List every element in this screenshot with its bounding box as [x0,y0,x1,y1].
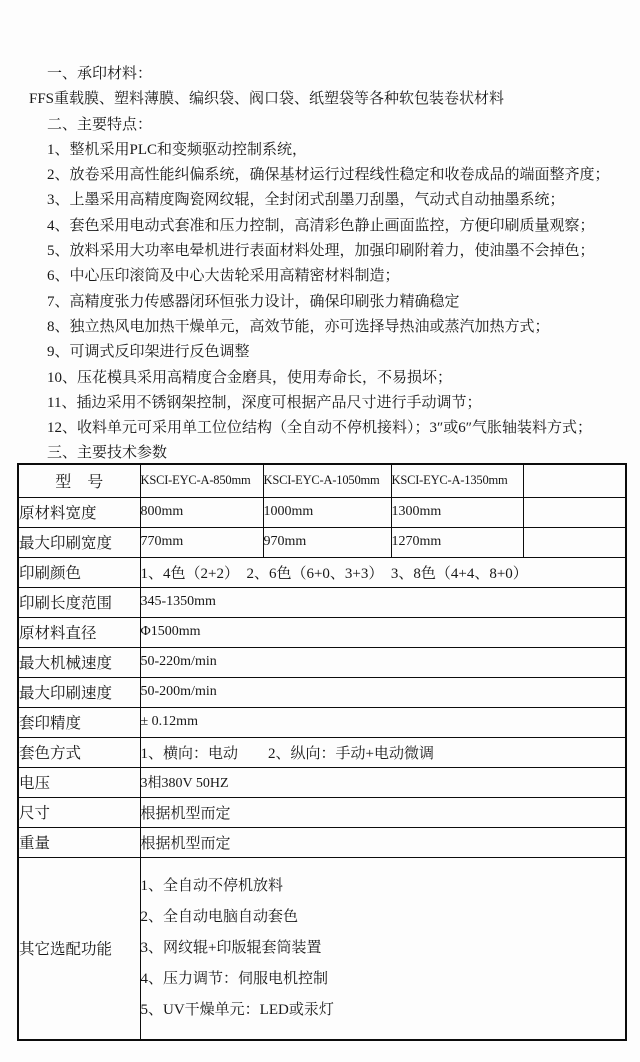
table-row [18,617,626,647]
spec-label-cell: 电压 [18,767,140,797]
model-name-cell: KSCI-EYC-A-1050mm [263,464,391,497]
spec-value-cell: 770mm [140,527,263,557]
intro-line: 7、高精度张力传感器闭环恒张力设计，确保印刷张力精确稳定 [47,293,460,310]
table-row [18,767,626,797]
spec-label-cell: 套印精度 [18,707,140,737]
table-row-optional-features [18,857,626,1040]
spec-label-cell: 印刷长度范围 [18,587,140,617]
spec-label-cell: 尺寸 [18,797,140,827]
table-row [18,797,626,827]
empty-cell [523,497,626,527]
spec-label-cell: 重量 [18,827,140,857]
spec-value-cell: 1、横向：电动 2、纵向：手动+电动微调 [140,737,626,767]
model-name-cell: KSCI-EYC-A-1350mm [391,464,523,497]
optional-feature-item: 4、压力调节：伺服电机控制 [140,970,329,987]
intro-line: 12、收料单元可采用单工位位结构（全自动不停机接料）；3″或6″气胀轴装料方式； [47,420,592,437]
spec-value-cell: 1270mm [391,527,523,557]
optional-feature-item: 2、全自动电脑自动套色 [140,908,299,925]
spec-table [17,463,627,1041]
intro-line: 6、中心压印滚筒及中心大齿轮采用高精密材料制造； [47,268,400,285]
empty-cell [523,527,626,557]
spec-label-cell: 原材料宽度 [18,497,140,527]
spec-value-cell: 1、4色（2+2） 2、6色（6+0、3+3） 3、8色（4+4、8+0） [140,557,626,587]
table-row [18,557,626,587]
model-header-label: 型 号 [18,464,140,497]
spec-value-cell: 970mm [263,527,391,557]
intro-line: 一、承印材料： [47,66,153,82]
spec-value-cell: ± 0.12mm [140,707,626,737]
spec-value-cell: 800mm [140,497,263,527]
intro-line: 8、独立热风电加热干燥单元，高效节能，亦可选择导热油或蒸汽加热方式； [47,318,550,335]
spec-label-cell: 其它选配功能 [18,857,140,1040]
spec-value-cell: 1000mm [263,497,391,527]
spec-value-cell: 1300mm [391,497,523,527]
empty-cell [523,464,626,497]
table-row [18,497,626,527]
spec-value-cell: 根据机型而定 [140,797,626,827]
table-row [18,707,626,737]
intro-line: 10、压花模具采用高精度合金磨具，使用寿命长，不易损坏； [47,369,453,386]
intro-line: 9、可调式反印架进行反色调整 [47,344,250,361]
spec-value-cell: Φ1500mm [140,617,626,647]
table-row [18,647,626,677]
intro-line: 4、套色采用电动式套准和压力控制，高清彩色静止画面监控，方便印刷质量观察； [47,217,595,234]
optional-feature-item: 1、全自动不停机放料 [140,877,284,894]
model-name-cell: KSCI-EYC-A-850mm [140,464,263,497]
spec-label-cell: 最大机械速度 [18,647,140,677]
intro-line: 3、上墨采用高精度陶瓷网纹辊，全封闭式刮墨刀刮墨，气动式自动抽墨系统； [47,192,565,209]
table-row [18,827,626,857]
table-row [18,587,626,617]
spec-label-cell: 套色方式 [18,737,140,767]
spec-label-cell: 原材料直径 [18,617,140,647]
table-row [18,737,626,767]
spec-label-cell: 印刷颜色 [18,557,140,587]
intro-line: 1、整机采用PLC和变频驱动控制系统， [47,141,308,158]
intro-text-block [0,62,640,467]
intro-line: 二、主要特点： [47,116,153,133]
table-row [18,677,626,707]
intro-line: FFS重载膜、塑料薄膜、编织袋、阀口袋、纸塑袋等各种软包装卷状材料 [29,91,505,108]
spec-value-cell: 50-220m/min [140,647,626,677]
intro-line: 5、放料采用大功率电晕机进行表面材料处理，加强印刷附着力，使油墨不会掉色； [47,243,595,260]
spec-value-cell: 345-1350mm [140,587,626,617]
intro-line: 2、放卷采用高性能纠偏系统，确保基材运行过程线性稳定和收卷成品的端面整齐度； [47,167,610,184]
intro-line: 11、插边采用不锈钢架控制，深度可根据产品尺寸进行手动调节； [47,394,482,411]
spec-value-cell: 3相380V 50HZ [140,767,626,797]
table-row [18,527,626,557]
optional-feature-item: 5、UV干燥单元：LED或汞灯 [140,1001,334,1018]
table-header-row [18,464,626,497]
spec-value-cell: 根据机型而定 [140,827,626,857]
intro-line: 三、主要技术参数 [47,445,168,462]
optional-features-cell [140,857,626,1040]
spec-label-cell: 最大印刷速度 [18,677,140,707]
spec-value-cell: 50-200m/min [140,677,626,707]
optional-feature-item: 3、网纹辊+印版辊套筒装置 [140,939,322,956]
spec-label-cell: 最大印刷宽度 [18,527,140,557]
